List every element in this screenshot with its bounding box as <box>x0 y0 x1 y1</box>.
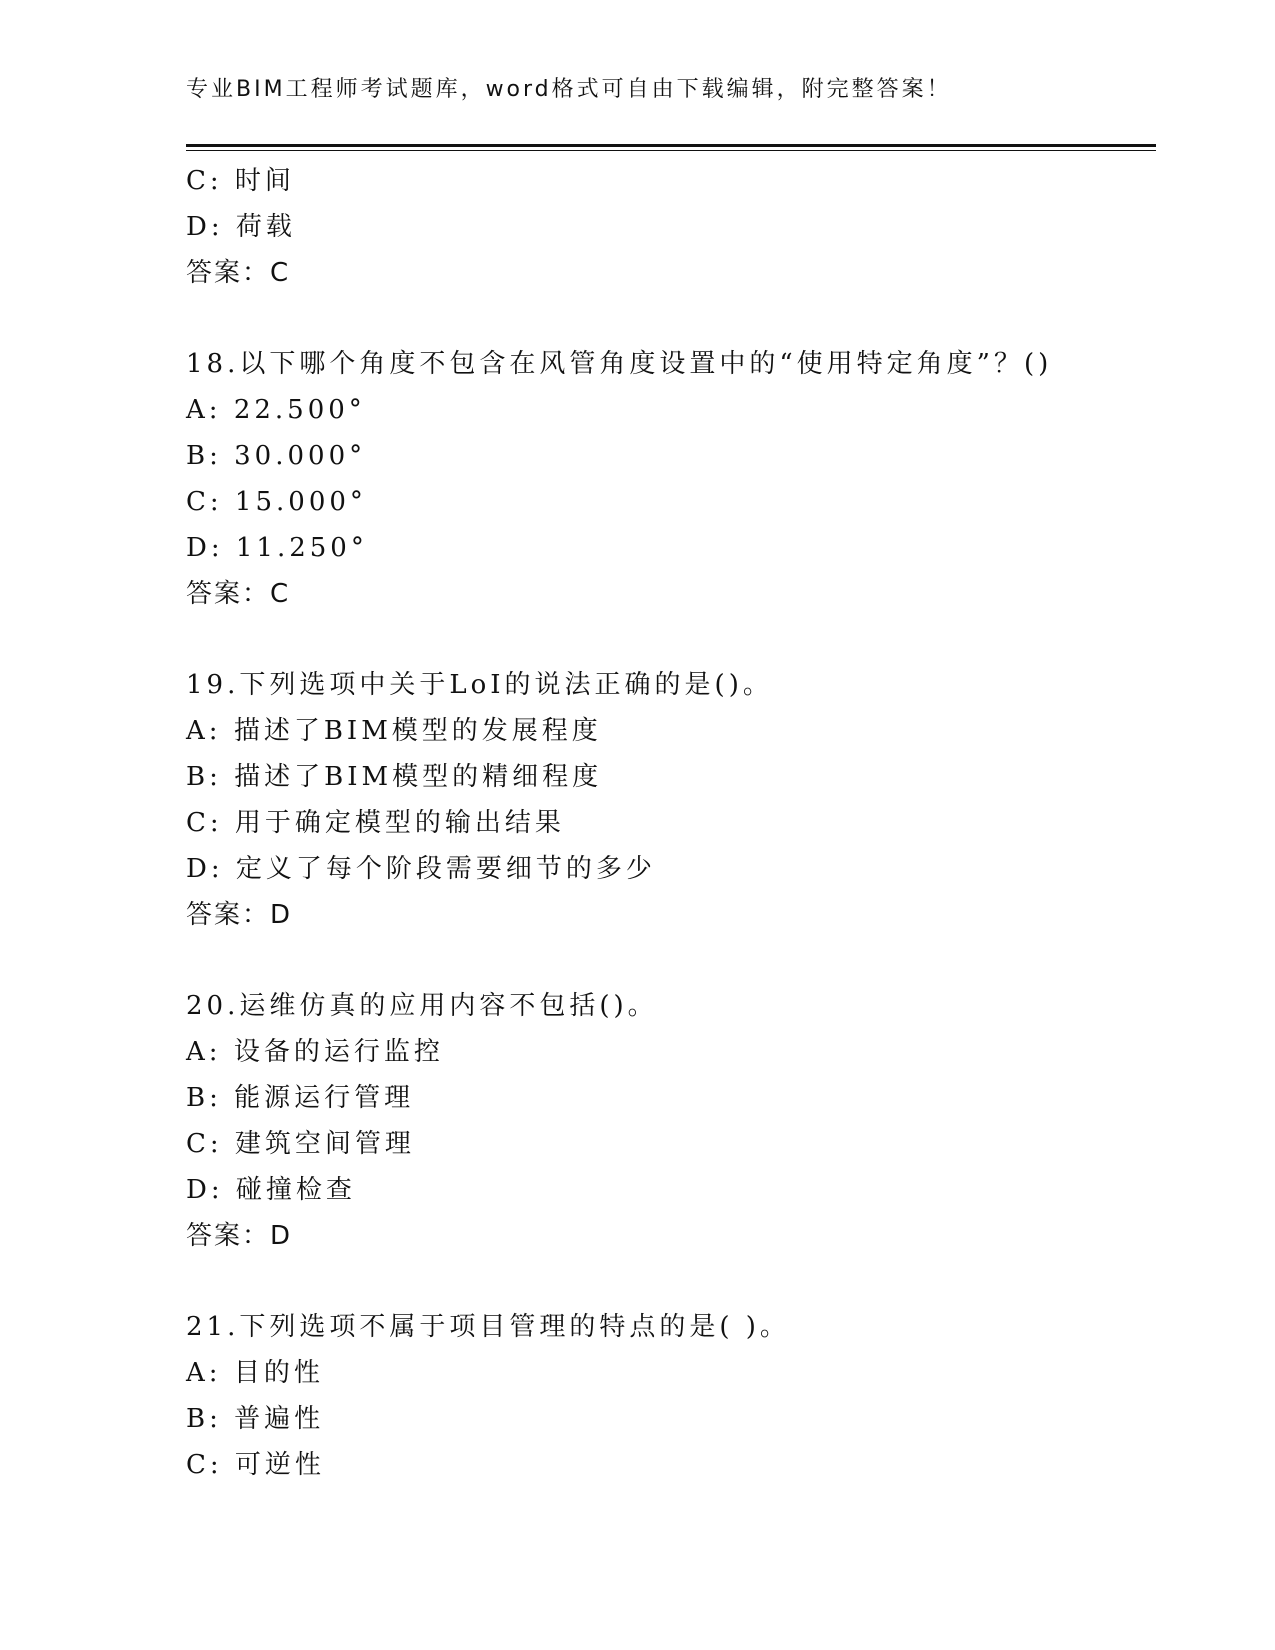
option-label: D: <box>186 533 224 563</box>
question-text: 下列选项不属于项目管理的特点的是( )。 <box>239 1312 790 1342</box>
option-label: C: <box>186 1129 223 1159</box>
option-label: A: <box>186 716 222 746</box>
option-text: 定义了每个阶段需要细节的多少 <box>235 854 656 884</box>
option-b <box>186 754 1156 800</box>
option-text: 时间 <box>234 166 295 196</box>
option-text: 30.000° <box>234 441 367 471</box>
option-label: C: <box>186 1450 223 1480</box>
question-20 <box>186 983 1156 1259</box>
option-text: 15.000° <box>234 487 367 517</box>
option-text: 描述了BIM模型的精细程度 <box>234 762 603 792</box>
option-label: A: <box>186 1358 222 1388</box>
option-label: B: <box>186 1083 222 1113</box>
option-text: 设备的运行监控 <box>233 1037 444 1067</box>
option-label: C: <box>186 487 223 517</box>
option-text: 22.500° <box>233 395 366 425</box>
question-number: 18. <box>186 349 240 379</box>
question-stem <box>186 983 1156 1029</box>
header-rule-thin <box>186 150 1156 151</box>
option-label: D: <box>186 212 224 242</box>
option-d <box>186 1167 1156 1213</box>
answer-line: 答案：C <box>186 579 291 609</box>
option-label: A: <box>186 395 222 425</box>
option-label: D: <box>186 854 224 884</box>
option-text: 可逆性 <box>234 1450 325 1480</box>
option-c <box>186 800 1156 846</box>
question-21 <box>186 1304 1156 1488</box>
option-label: C: <box>186 166 223 196</box>
answer-line: 答案：D <box>186 1221 293 1251</box>
option-label: B: <box>186 762 222 792</box>
option-label: C: <box>186 808 223 838</box>
option-b <box>186 1396 1156 1442</box>
question-text: 以下哪个角度不包含在风管角度设置中的“使用特定角度”？() <box>239 349 1053 379</box>
option-a <box>186 387 1156 433</box>
question-number: 19. <box>186 670 240 700</box>
option-label: D: <box>186 1175 224 1205</box>
question-stem <box>186 1304 1156 1350</box>
option-text: 11.250° <box>235 533 368 563</box>
option-d <box>186 204 1156 250</box>
question-number: 20. <box>186 991 240 1021</box>
option-b <box>186 433 1156 479</box>
option-b <box>186 1075 1156 1121</box>
question-17-tail <box>186 158 1156 296</box>
option-a <box>186 1350 1156 1396</box>
option-label: A: <box>186 1037 222 1067</box>
header-rule-thick <box>186 144 1156 147</box>
option-text: 能源运行管理 <box>234 1083 415 1113</box>
option-c <box>186 479 1156 525</box>
option-text: 荷载 <box>235 212 296 242</box>
question-list <box>186 158 1156 1488</box>
option-label: B: <box>186 1404 222 1434</box>
option-a <box>186 1029 1156 1075</box>
option-text: 碰撞检查 <box>235 1175 356 1205</box>
option-c <box>186 1121 1156 1167</box>
answer-line: 答案：C <box>186 258 291 288</box>
option-d <box>186 846 1156 892</box>
question-18 <box>186 341 1156 617</box>
option-c <box>186 1442 1156 1488</box>
question-text: 运维仿真的应用内容不包括()。 <box>239 991 658 1021</box>
option-text: 用于确定模型的输出结果 <box>234 808 565 838</box>
answer-line: 答案：D <box>186 900 293 930</box>
option-text: 普遍性 <box>234 1404 325 1434</box>
question-stem <box>186 662 1156 708</box>
option-label: B: <box>186 441 222 471</box>
question-number: 21. <box>186 1312 240 1342</box>
question-stem <box>186 341 1156 387</box>
page-header: 专业BIM工程师考试题库，word格式可自由下载编辑，附完整答案！ <box>186 77 952 102</box>
question-text: 下列选项中关于LoI的说法正确的是()。 <box>239 670 773 700</box>
option-text: 建筑空间管理 <box>234 1129 415 1159</box>
option-c <box>186 158 1156 204</box>
option-d <box>186 525 1156 571</box>
option-a <box>186 708 1156 754</box>
question-19 <box>186 662 1156 938</box>
option-text: 描述了BIM模型的发展程度 <box>233 716 602 746</box>
option-text: 目的性 <box>233 1358 324 1388</box>
